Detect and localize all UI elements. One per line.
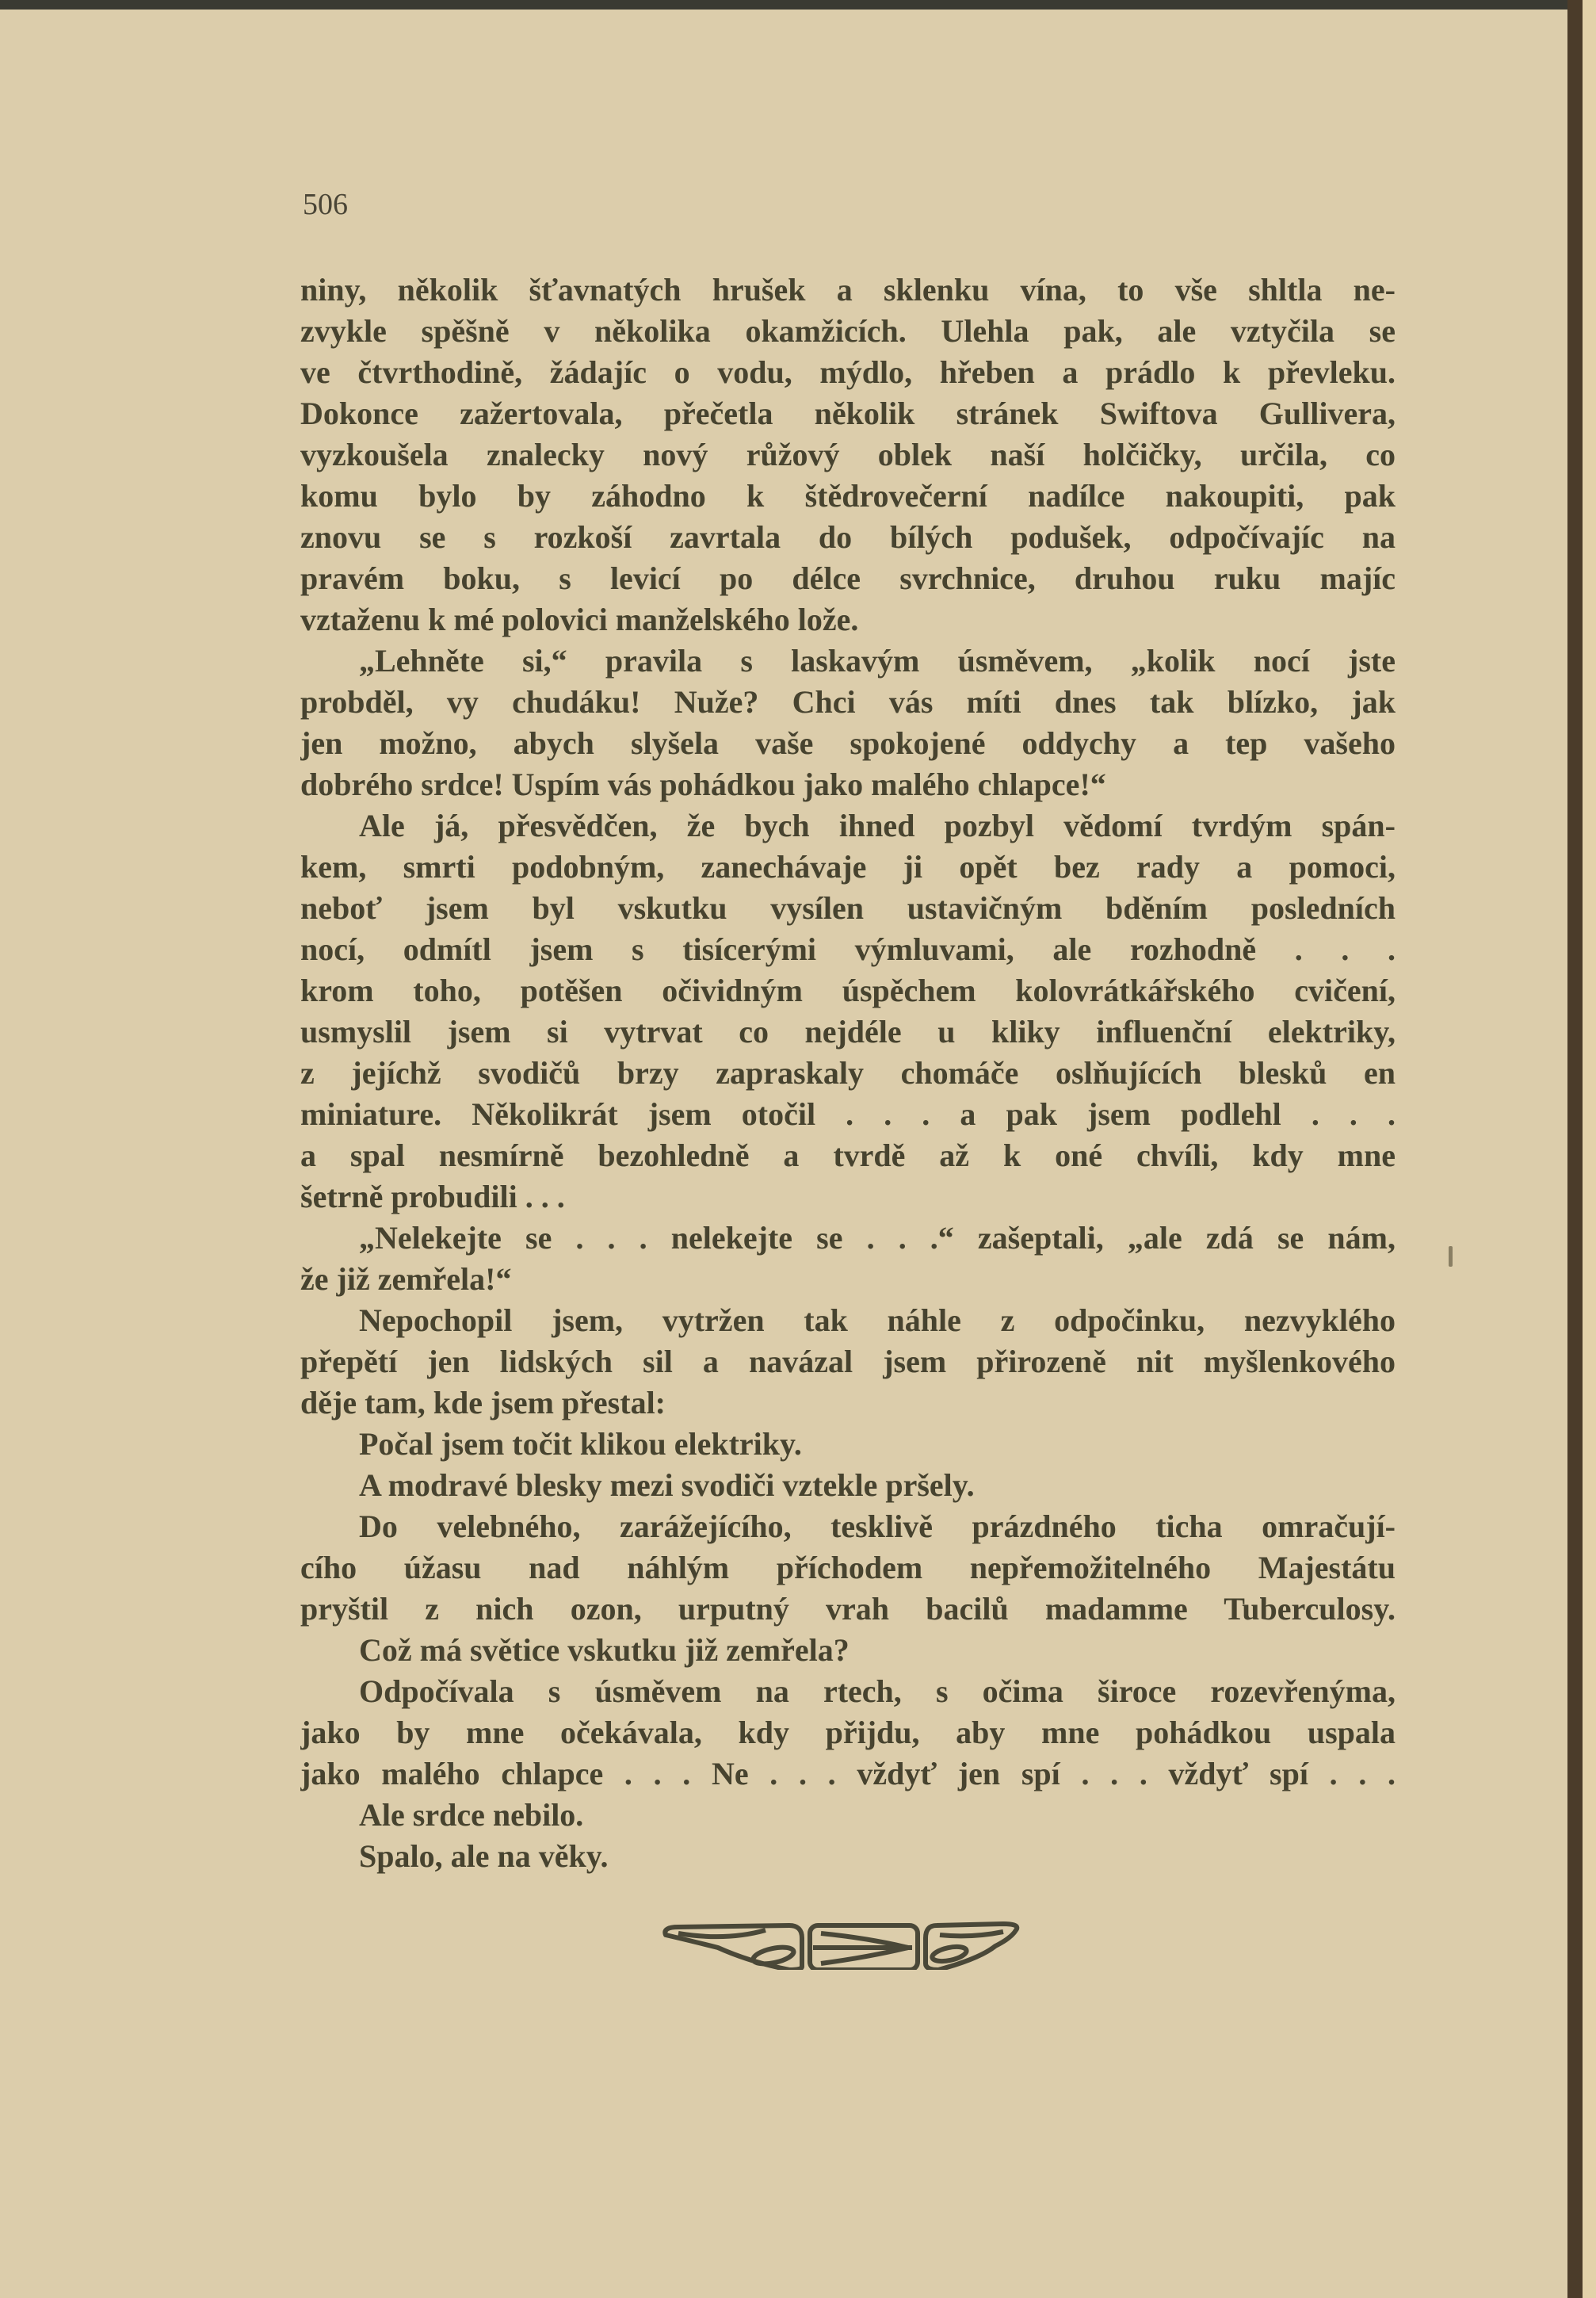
text-line: jako by mne očekávala, kdy přijdu, aby mne pohádkou uspala <box>300 1715 1396 1750</box>
text-line: krom toho, potěšen očividným úspěchem kolovrátkářského cvičení, <box>300 973 1396 1008</box>
text-line: jen možno, abych slyšela vaše spokojené oddychy a tep vašeho <box>300 725 1396 761</box>
text-line: dobrého srdce! Uspím vás pohádkou jako malého chlapce!“ <box>300 767 1106 802</box>
page-number: 506 <box>303 188 348 221</box>
text-line: neboť jsem byl vskutku vysílen ustavičným bděním posledních <box>300 890 1396 926</box>
text-line: Nepochopil jsem, vytržen tak náhle z odpočinku, nezvyklého <box>359 1302 1396 1338</box>
text-line: Do velebného, zarážejícího, tesklivě prázdného ticha omračují- <box>359 1508 1396 1544</box>
text-line: miniature. Několikrát jsem otočil . . . a pak jsem podlehl . . . <box>300 1096 1396 1132</box>
text-line: ve čtvrthodině, žádajíc o vodu, mýdlo, hřeben a prádlo k převleku. <box>300 354 1396 390</box>
text-line: Dokonce zažertovala, přečetla několik stránek Swiftova Gullivera, <box>300 396 1396 431</box>
page-edge-shadow <box>1567 0 1583 2298</box>
text-line: pryštil z nich ozon, urputný vrah bacilů madamme Tuberculosy. <box>300 1591 1396 1627</box>
text-line: Spalo, ale na věky. <box>359 1838 609 1874</box>
text-line: Ale já, přesvědčen, že bych ihned pozbyl vědomí tvrdým spán- <box>359 808 1396 843</box>
text-line: „Lehněte si,“ pravila s laskavým úsměvem, „kolik nocí jste <box>359 643 1396 679</box>
text-line: A modravé blesky mezi svodiči vztekle pršely. <box>359 1467 975 1503</box>
text-line: Odpočívala s úsměvem na rtech, s očima široce rozevřenýma, <box>359 1673 1396 1709</box>
text-line: znovu se s rozkoší zavrtala do bílých podušek, odpočívajíc na <box>300 519 1396 555</box>
text-line: komu bylo by záhodno k štědrovečerní nadílce nakoupiti, pak <box>300 478 1396 514</box>
scan-top-edge <box>0 0 1577 10</box>
text-line: děje tam, kde jsem přestal: <box>300 1385 666 1420</box>
ornament-tailpiece-icon <box>655 1914 1027 1970</box>
scan-margin <box>1583 0 1596 2298</box>
text-line: zvykle spěšně v několika okamžicích. Ulehla pak, ale vztyčila se <box>300 313 1396 349</box>
text-line: vyzkoušela znalecky nový růžový oblek naší holčičky, určila, co <box>300 437 1396 472</box>
paper-blemish <box>1449 1246 1453 1267</box>
text-line: Ale srdce nebilo. <box>359 1797 584 1833</box>
text-line: z jejíchž svodičů brzy zapraskaly chomáče oslňujících blesků en <box>300 1055 1396 1091</box>
text-line: vztaženu k mé polovici manželského lože. <box>300 602 859 637</box>
text-line: cího úžasu nad náhlým příchodem nepřemožitelného Majestátu <box>300 1550 1396 1585</box>
text-line: že již zemřela!“ <box>300 1261 512 1297</box>
text-line: nocí, odmítl jsem s tisícerými výmluvami, ale rozhodně . . . <box>300 931 1396 967</box>
text-line: a spal nesmírně bezohledně a tvrdě až k oné chvíli, kdy mne <box>300 1138 1396 1173</box>
text-line: šetrně probudili . . . <box>300 1179 565 1214</box>
text-line: probděl, vy chudáku! Nuže? Chci vás míti dnes tak blízko, jak <box>300 684 1396 720</box>
text-line: „Nelekejte se . . . nelekejte se . . .“ zašeptali, „ale zdá se nám, <box>359 1220 1396 1256</box>
text-line: pravém boku, s levicí po délce svrchnice, druhou ruku majíc <box>300 560 1396 596</box>
text-line: Což má světice vskutku již zemřela? <box>359 1632 850 1668</box>
text-line: přepětí jen lidských sil a navázal jsem přirozeně nit myšlenkového <box>300 1344 1396 1379</box>
body-text <box>300 270 1396 1877</box>
text-line: usmyslil jsem si vytrvat co nejdéle u kliky influenční elektriky, <box>300 1014 1396 1050</box>
text-line: Počal jsem točit klikou elektriky. <box>359 1426 802 1462</box>
text-line: kem, smrti podobným, zanechávaje ji opět bez rady a pomoci, <box>300 849 1396 885</box>
text-line: jako malého chlapce . . . Ne . . . vždyť jen spí . . . vždyť spí . . . <box>300 1756 1396 1791</box>
text-line: niny, několik šťavnatých hrušek a sklenku vína, to vše shltla ne- <box>300 272 1396 308</box>
